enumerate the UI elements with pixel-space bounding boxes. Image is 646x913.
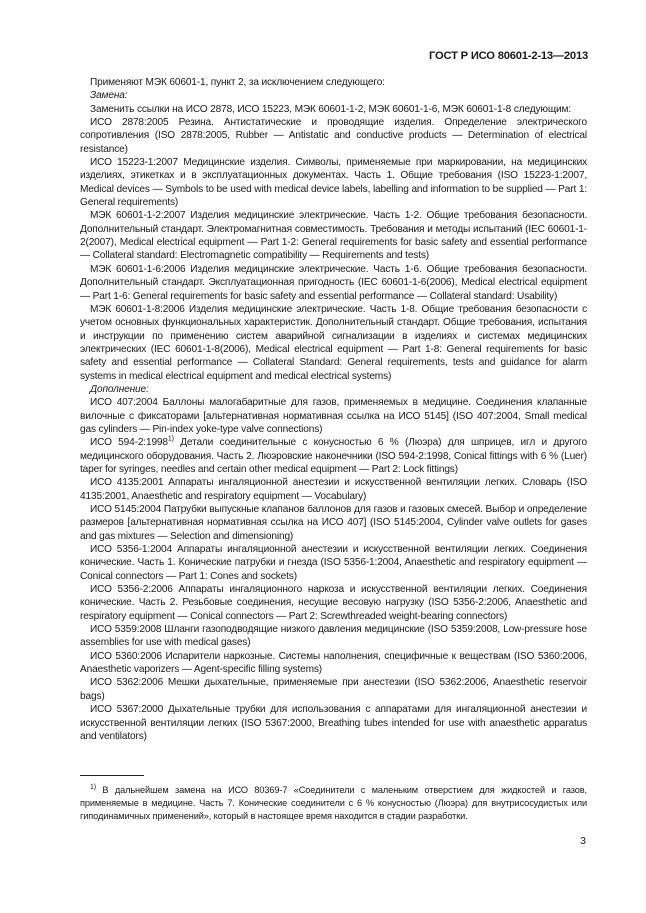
document-header: ГОСТ Р ИСО 80601-2-13—2013 — [429, 50, 588, 62]
reference-item: ИСО 5367:2000 Дыхательные трубки для использования с аппаратами для ингаляционной анестезии и искусственной вентиляции легких (ISO 5367:2000, Breathing tubes intended for use with anaesthetic apparatus and ventilators) — [80, 704, 587, 742]
footnote-text — [80, 784, 587, 822]
footnote — [80, 784, 587, 822]
reference-text: Детали соединительные с конусностью 6 % (Люэра) для шприцев, игл и другого медицинского оборудования. Часть 2. Люэровские наконечники (ISO 594-2:1998, Conical fittings with 6 % (Luer) taper for syringes, needles and certain other medical equipment — Part 2: Lock fittings) — [80, 437, 587, 475]
footnote-body: В дальнейшем замена на ИСО 80369-7 «Соединители с маленьким отверстием для жидкостей и газов, применяемые в медицине. Часть 7. Конические соединители с 6 % конусностью (Люэра) для внутрисосудистых или гиподинамичных применений», который в настоящее время находится в стадии разработки. — [80, 785, 587, 821]
reference-code: ИСО 594-2:1998 — [90, 437, 168, 449]
reference-item: МЭК 60601-1-8:2006 Изделия медицинские электрические. Часть 1-8. Общие требования безопасности с учетом основных функциональных характеристик. Дополнительный стандарт. Общие требования, испытания и инструкции по применению систем аварийной сигнализации в изделиях и системах медицинских электрических (IEC 60601-1-8(2006), Medical electrical equipment — Part 1-8: General requirements for basic safety and essential performance — Collateral Standard: General requirements, tests and guidance for alarm systems in medical electrical equipment and medical electrical systems) — [80, 303, 587, 382]
reference-item — [80, 436, 587, 476]
reference-item: МЭК 60601-1-6:2006 Изделия медицинские электрические. Часть 1-6. Общие требования безопасности. Дополнительный стандарт. Эксплуатационная пригодность (IEC 60601-1-6(2006), Medical electrical equipment — Part 1-6: General requirements for basic safety and essential performance — Collateral standard: Usability) — [80, 263, 587, 302]
addition-heading: Дополнение: — [90, 383, 149, 395]
reference-item: ИСО 15223-1:2007 Медицинские изделия. Символы, применяемые при маркировании, на медицинских изделиях, этикетках и в эксплуатационных документах. Часть 1. Общие требования (ISO 15223-1:2007, Medical devices — Symbols to be used with medical device labels, labelling and information to be supplied — Part 1: General requirements) — [80, 157, 587, 209]
reference-item: ИСО 407:2004 Баллоны малогабаритные для газов, применяемых в медицине. Соединения клапанные вилочные с фиксаторами [альтернативная нормативная ссылка на ИСО 5145] (ISO 407:2004, Small medical gas cylinders — Pin-index yoke-type valve connections) — [80, 397, 587, 435]
page-number: 3 — [580, 835, 586, 847]
reference-item: ИСО 5145:2004 Патрубки выпускные клапанов баллонов для газов и газовых смесей. Выбор и определение размеров [альтернативная нормативная ссылка на ИСО 407] (ISO 5145:2004, Cylinder valve outlets for gases and gas mixtures — Selection and dimensioning) — [80, 504, 587, 542]
intro-paragraph: Применяют МЭК 60601-1, пункт 2, за исключением следующего: — [90, 77, 385, 88]
reference-item: ИСО 5359:2008 Шланги газоподводящие низкого давления медицинские (ISO 5359:2008, Low-pressure hose assemblies for use with medical gases) — [80, 624, 587, 649]
reference-item: ИСО 5362:2006 Мешки дыхательные, применяемые при анестезии (ISO 5362:2006, Anaesthetic reservoir bags) — [80, 677, 587, 702]
reference-item: ИСО 4135:2001 Аппараты ингаляционной анестезии и искусственной вентиляции легких. Словарь (ISO 4135:2001, Anaesthetic and respiratory equipment — Vocabulary) — [80, 477, 587, 502]
reference-item: ИСО 5356-2:2006 Аппараты ингаляционного наркоза и искусственной вентиляции легких. Соединения конические. Часть 2. Резьбовые соединения, несущие весовую нагрузку (ISO 5356-2:2006, Anaesthetic and respiratory equipment — Conical connectors — Part 2: Screwthreaded weight-bearing connectors) — [80, 584, 587, 622]
footnote-marker: 1) — [167, 435, 174, 443]
reference-item: ИСО 5356-1:2004 Аппараты ингаляционной анестезии и искусственной вентиляции легких. Соединения конические. Часть 1. Конические патрубки и гнезда (ISO 5356-1:2004, Anaesthetic and respiratory equipment — Conical connectors — Part 1: Cones and sockets) — [80, 544, 587, 582]
footnote-marker: 1) — [90, 783, 97, 791]
reference-item: ИСО 2878:2005 Резина. Антистатические и проводящие изделия. Определение электрического сопротивления (ISO 2878:2005, Rubber — Antistatic and conductive products — Determination of electrical resistance) — [80, 117, 587, 155]
main-text — [80, 76, 587, 743]
replace-heading: Замена: — [90, 90, 128, 102]
reference-item: МЭК 60601-1-2:2007 Изделия медицинские электрические. Часть 1-2. Общие требования безопасности. Дополнительный стандарт. Электромагнитная совместимость. Требования и методы испытаний (IEC 60601-1-2(2007), Medical electrical equipment — Part 1-2: General requirements for basic safety and essential performance — Collateral standard: Electromagnetic compatibility — Requirements and tests) — [80, 210, 587, 262]
reference-item: ИСО 5360:2006 Испарители наркозные. Системы наполнения, специфичные к веществам (ISO 5360:2006, Anaesthetic vaporizers — Agent-specific filling systems) — [80, 650, 587, 676]
replace-lead: Заменить ссылки на ИСО 2878, ИСО 15223, МЭК 60601-1-2, МЭК 60601-1-6, МЭК 60601-1-8 следующим: — [90, 103, 572, 115]
footnote-divider — [80, 775, 144, 776]
